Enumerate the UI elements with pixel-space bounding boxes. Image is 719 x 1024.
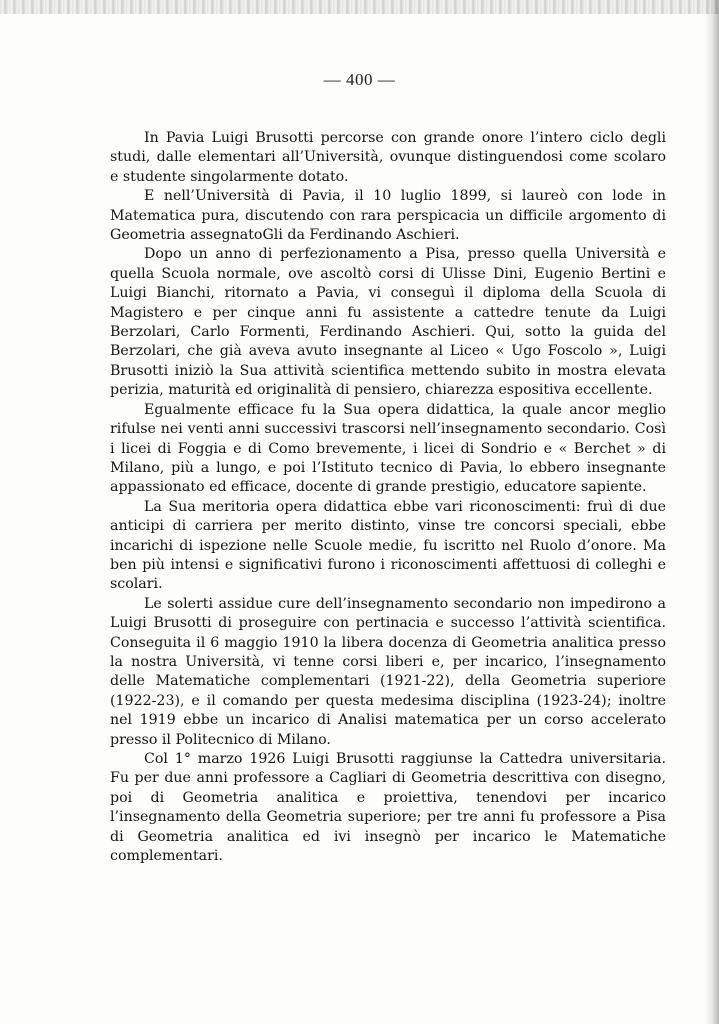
paragraph-2: E nell’Università di Pavia, il 10 luglio 1899, si laureò con lode in Matematica pura, discutendo con rara perspicacia un difficile argomento di Geometria assegnatoGli da Ferdinando Aschieri.: [110, 188, 666, 244]
page-number: — 400 —: [323, 70, 396, 89]
page-binding-shadow: [705, 0, 719, 1024]
paragraph-3: Dopo un anno di perfezionamento a Pisa, presso quella Università e quella Scuola normale, ove ascoltò corsi di Ulisse Dini, Eugenio Bertini e Luigi Bianchi, ritornato a Pavia, vi conseguì il diploma della Scuola di Magistero e per cinque anni fu assistente a cattedre tenute da Luigi Berzolari, Carlo Formenti, Ferdinando Aschieri. Qui, sotto la guida del Berzolari, che già aveva avuto insegnante al Liceo « Ugo Foscolo », Luigi Brusotti iniziò la Sua attività scientifica mettendo subito in mostra elevata perizia, maturità ed originalità di pensiero, chiarezza espositiva eccellente.: [110, 246, 666, 399]
scan-top-edge: [0, 0, 719, 14]
paragraph-4: Egualmente efficace fu la Sua opera didattica, la quale ancor meglio rifulse nei venti anni successivi trascorsi nell’insegnamento secondario. Così i licei di Foggia e di Como brevemente, i licei di Sondrio e « Berchet » di Milano, più a lungo, e poi l’Istituto tecnico di Pavia, lo ebbero insegnante appassionato ed efficace, docente di grande prestigio, educatore sapiente.: [110, 401, 666, 496]
paragraph-6: Le solerti assidue cure dell’insegnamento secondario non impedirono a Luigi Brusotti di proseguire con pertinacia e successo l’attività scientifica. Conseguita il 6 maggio 1910 la libera docenza di Geometria analitica presso la nostra Università, vi tenne corsi liberi e, per incarico, l’insegnamento delle Matematiche complementari (1921-22), della Geometria superiore (1922-23), e il comando per questa medesima disciplina (1923-24); inoltre nel 1919 ebbe un incarico di Analisi matematica per un corso accelerato presso il Politecnico di Milano.: [110, 595, 666, 748]
body-text: [110, 129, 666, 866]
paragraph-7: Col 1° marzo 1926 Luigi Brusotti raggiunse la Cattedra universitaria. Fu per due anni professore a Cagliari di Geometria descrittiva con disegno, poi di Geometria analitica e proiettiva, tenendovi per incarico l’insegnamento della Geometria superiore; per tre anni fu professore a Pisa di Geometria analitica ed ivi insegnò per incarico le Matematiche complementari.: [110, 751, 666, 865]
paragraph-5: La Sua meritoria opera didattica ebbe vari riconoscimenti: fruì di due anticipi di carriera per merito distinto, vinse tre concorsi speciali, ebbe incarichi di ispezione nelle Scuole medie, fu iscritto nel Ruolo d’onore. Ma ben più intensi e significativi furono i riconoscimenti affettuosi di colleghi e scolari.: [110, 498, 666, 593]
paragraph-1: In Pavia Luigi Brusotti percorse con grande onore l’intero ciclo degli studi, dalle elementari all’Università, ovunque distinguendosi come scolaro e studente singolarmente dotato.: [110, 130, 666, 185]
